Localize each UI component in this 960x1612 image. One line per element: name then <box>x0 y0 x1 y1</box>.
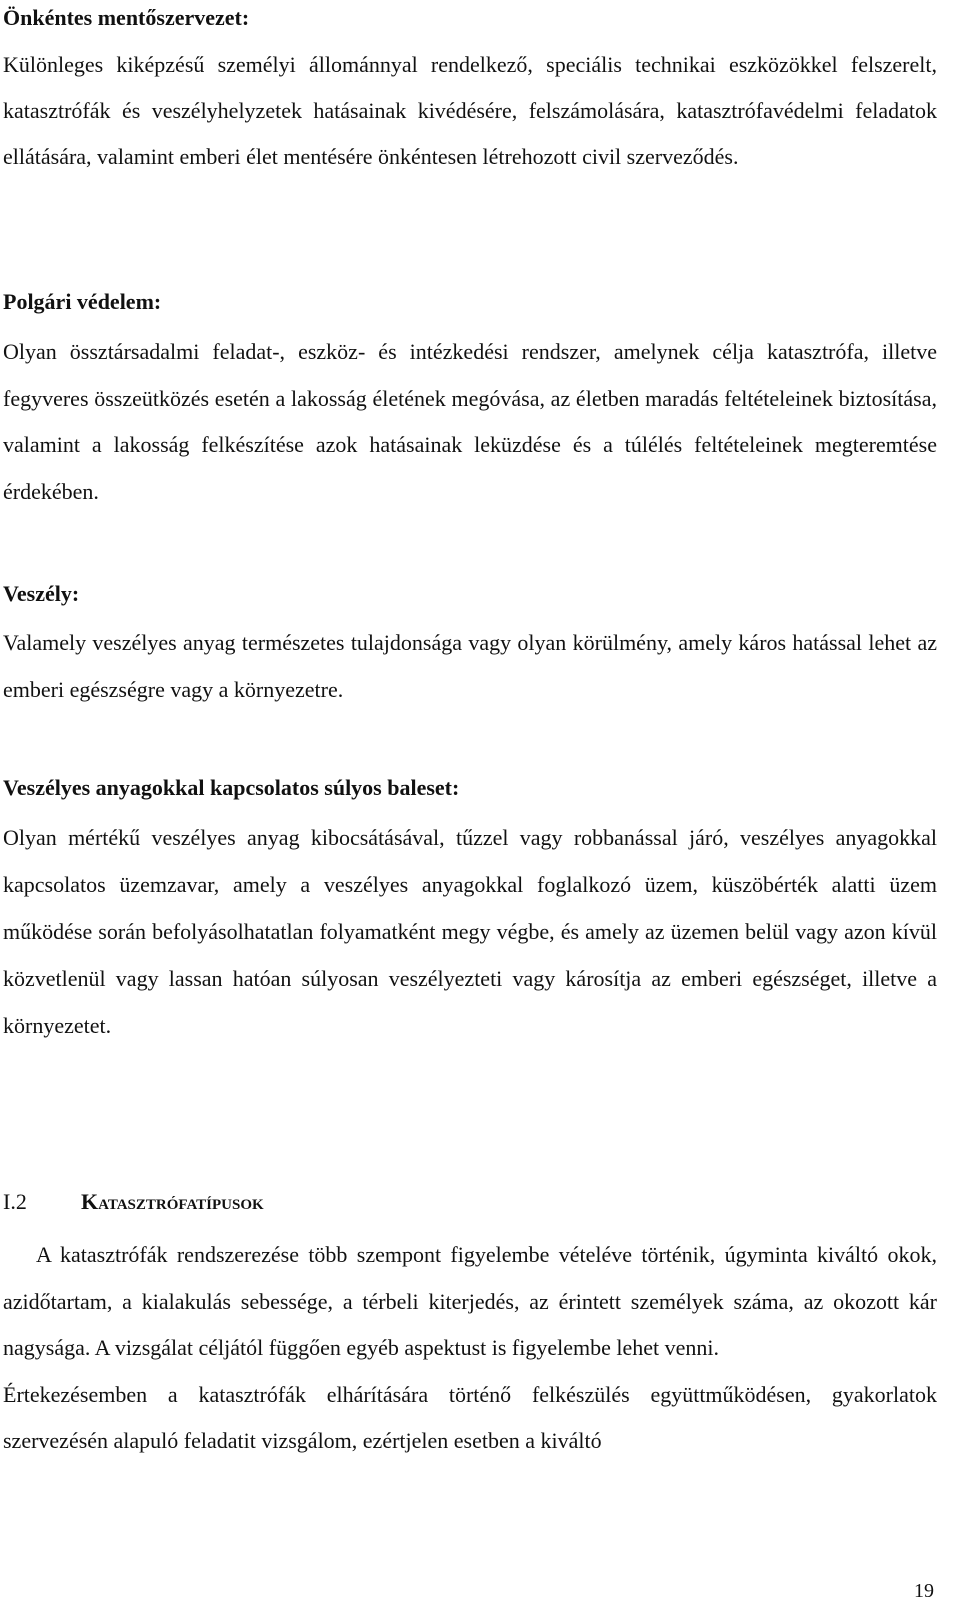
definition-heading: Polgári védelem: <box>3 289 162 314</box>
definition-text: Olyan össztársadalmi feladat-, eszköz- és intézkedési rendszer, amelynek célja katasztrófa, illetve fegyveres összeütközés esetén a lakosság életének megóvása, az életben maradás feltételeinek biztosítása, valamint a lakosság felkészítése azok hatásainak leküzdése és a túlélés feltételeinek megteremtése érdekében. <box>3 339 937 504</box>
definition-sulyos-baleset <box>3 776 937 1049</box>
definition-text: Olyan mértékű veszélyes anyag kibocsátásával, tűzzel vagy robbanással járó, veszélyes anyagokkal kapcsolatos üzemzavar, amely a veszélyes anyagokkal foglalkozó üzem, küszöbérték alatti üzem működése során befolyásolhatatlan folyamatként megy végbe, és amely az üzemen belül vagy azon kívül közvetlenül vagy lassan hatóan súlyosan veszélyezteti vagy károsítja az emberi egészséget, illetve a környezetet. <box>3 825 937 1038</box>
page-number: 19 <box>914 1580 934 1602</box>
chapter-title: Katasztrófatípusok <box>81 1189 264 1214</box>
chapter-body <box>3 1232 937 1465</box>
definition-heading: Veszélyes anyagokkal kapcsolatos súlyos baleset: <box>3 775 460 800</box>
definition-onkentes-mentoszervezet <box>3 6 937 180</box>
chapter-number: I.2 <box>3 1189 27 1214</box>
definition-text: Különleges kiképzésű személyi állománnyal rendelkező, speciális technikai eszközökkel felszerelt, katasztrófák és veszélyhelyzetek hatásainak kivédésére, felszámolására, katasztrófavédelmi feladatok ellátására, valamint emberi élet mentésére önkéntesen létrehozott civil szerveződés. <box>3 52 937 169</box>
definition-text: Valamely veszélyes anyag természetes tulajdonsága vagy olyan körülmény, amely káros hatással lehet az emberi egészségre vagy a környezetre. <box>3 630 937 702</box>
definition-heading: Önkéntes mentőszervezet: <box>3 5 250 30</box>
definition-polgari-vedelem <box>3 290 937 515</box>
chapter-heading <box>3 1190 264 1214</box>
body-paragraph: A katasztrófák rendszerezése több szempont figyelembe vételéve történik, úgyminta kiváltó okok, azidőtartam, a kialakulás sebessége, a térbeli kiterjedés, az érintett személyek száma, az okozott kár nagysága. A vizsgálat céljától függően egyéb aspektust is figyelembe lehet venni. <box>3 1242 937 1360</box>
definition-veszely <box>3 582 937 713</box>
body-paragraph: Értekezésemben a katasztrófák elhárítására történő felkészülés együttműködésen, gyakorlatok szervezésén alapuló feladatit vizsgálom, ezértjelen esetben a kiváltó <box>3 1381 937 1453</box>
definition-heading: Veszély: <box>3 581 80 606</box>
